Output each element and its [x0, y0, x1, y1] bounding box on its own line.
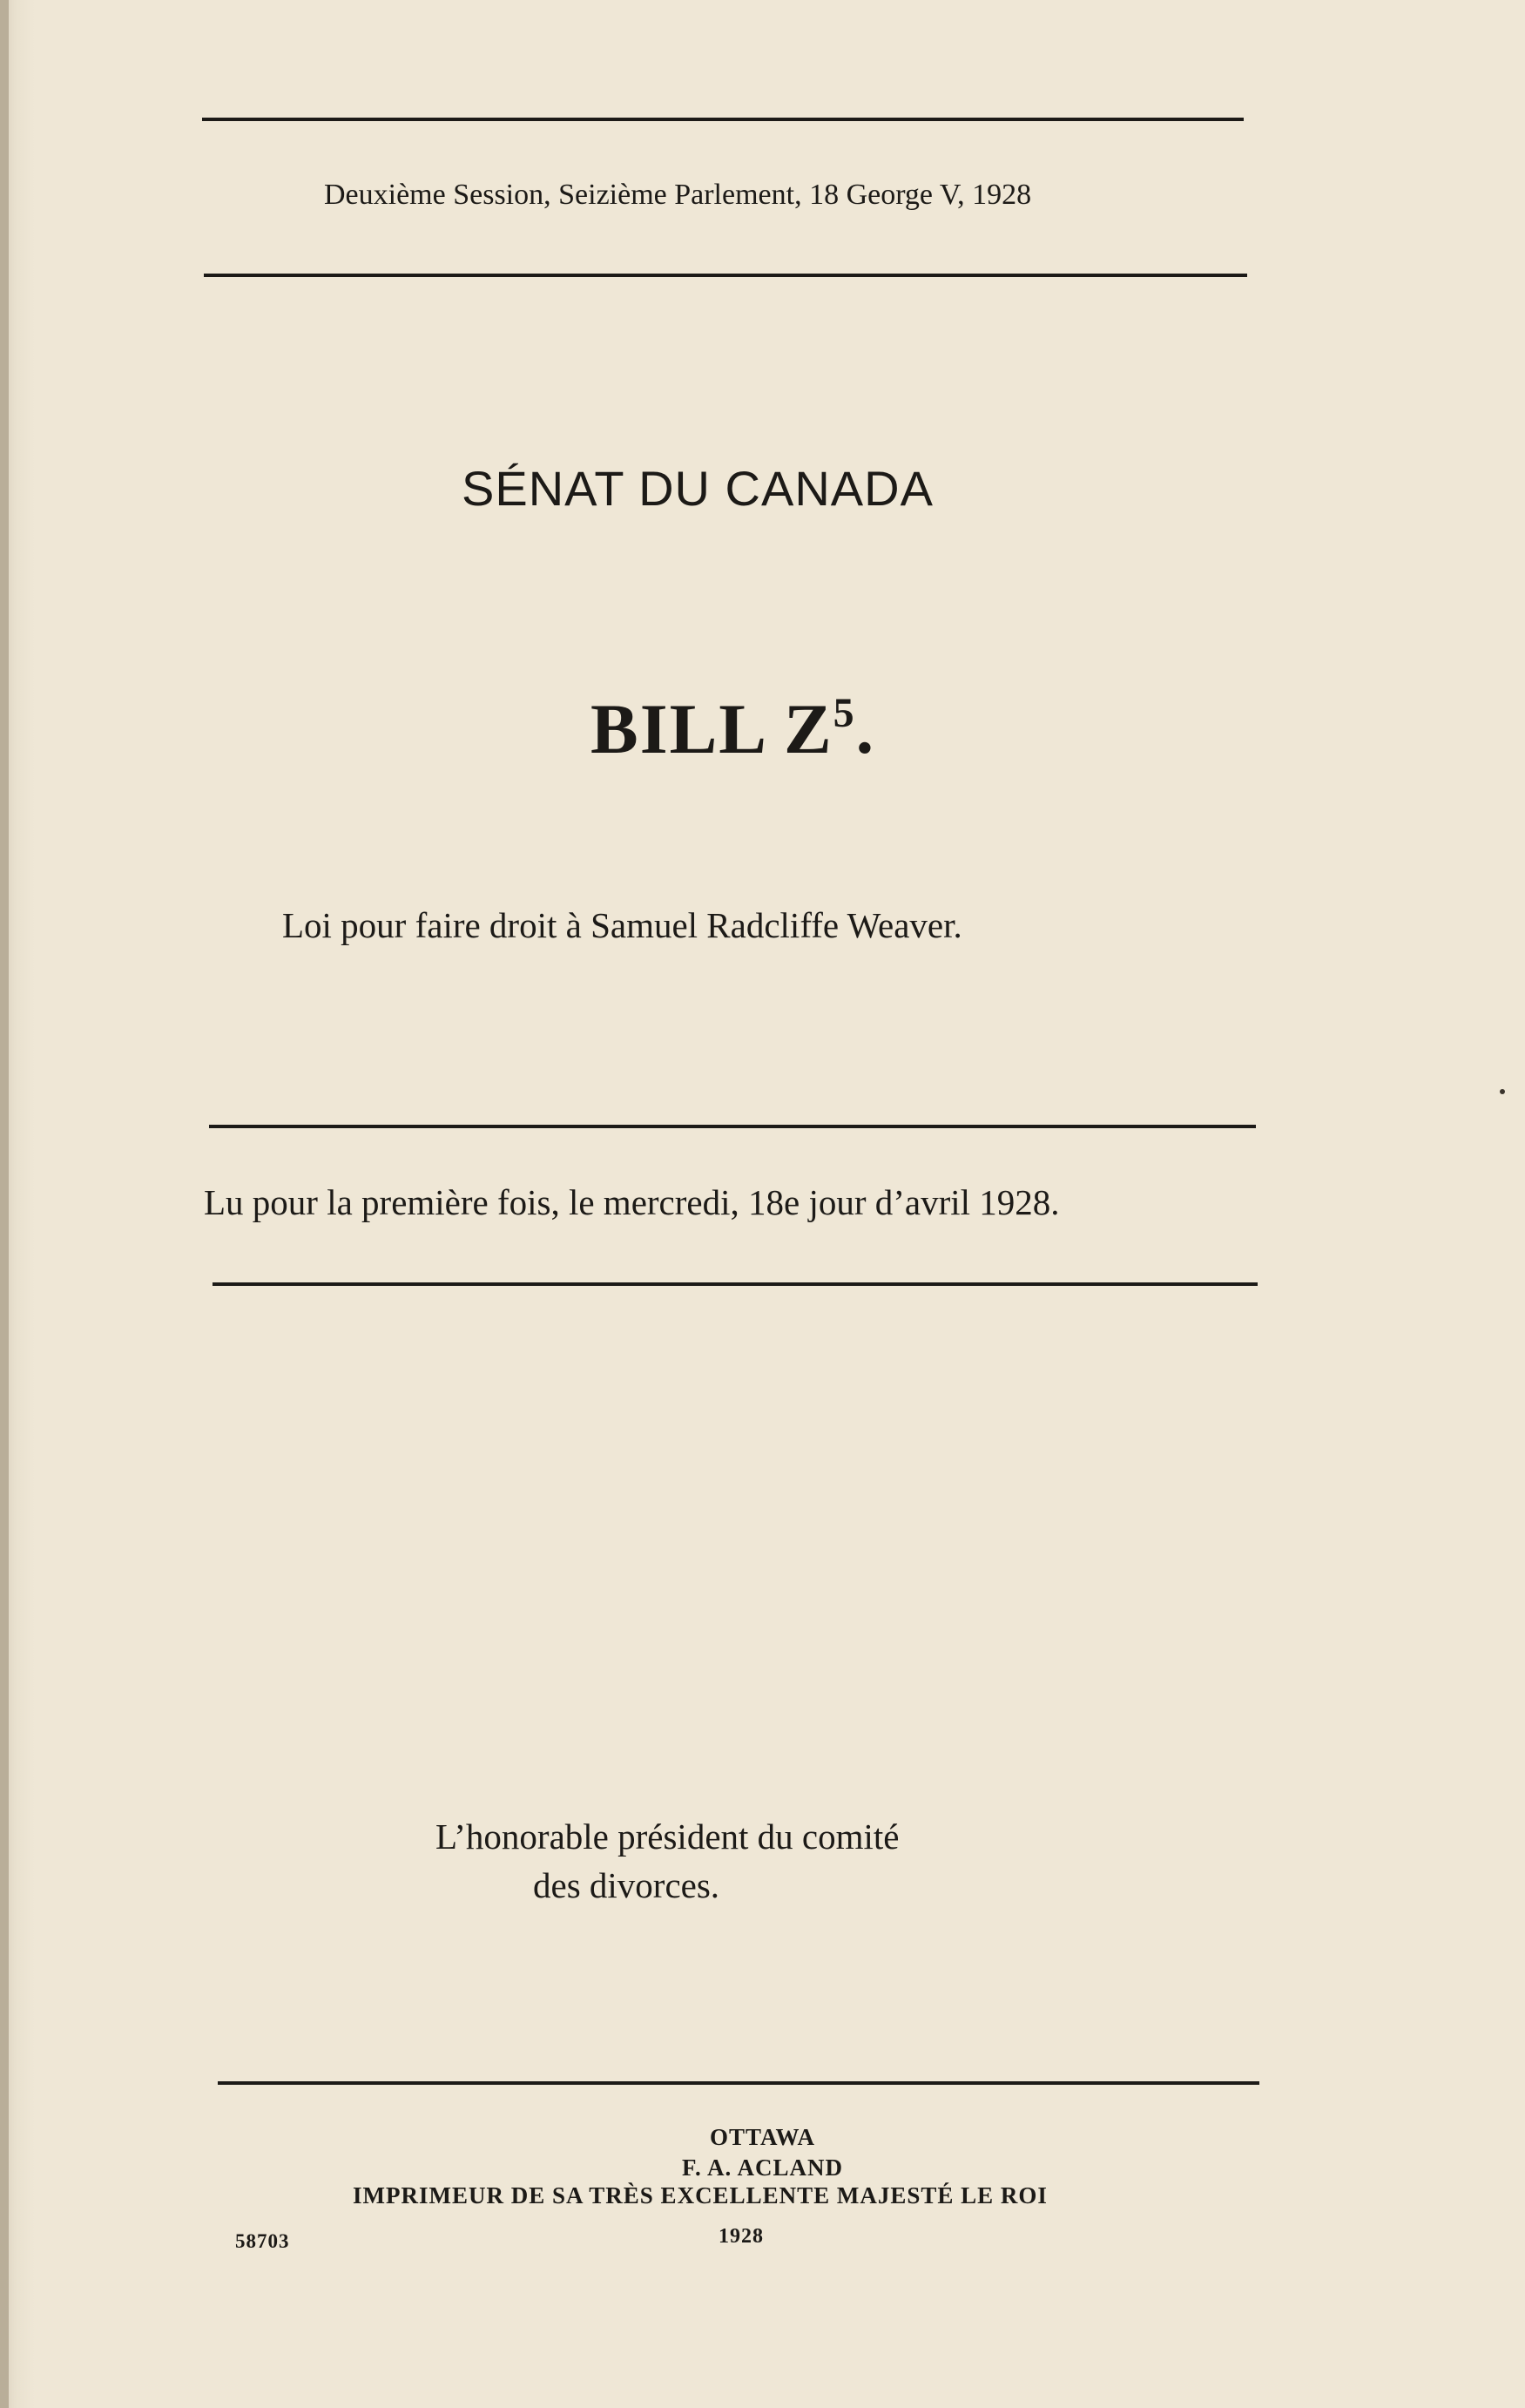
margin-speck [1500, 1089, 1505, 1094]
sponsor-block [435, 1812, 899, 1910]
header-bottom-rule [204, 274, 1247, 277]
bill-period: . [855, 689, 876, 768]
top-rule [202, 118, 1244, 121]
imprint-year: 1928 [719, 2225, 764, 2248]
imprint-city: OTTAWA [709, 2124, 816, 2150]
bill-number [590, 688, 875, 770]
imprint-office: IMPRIMEUR DE SA TRÈS EXCELLENTE MAJESTÉ LE ROI [353, 2182, 1048, 2208]
sponsor-line-1: L’honorable président du comité [435, 1816, 900, 1857]
book-spine-edge [0, 0, 9, 2408]
imprint-printer: F. A. ACLAND [681, 2154, 844, 2181]
imprint-top-rule [218, 2081, 1259, 2085]
bill-superscript: 5 [833, 690, 856, 736]
first-reading-line: Lu pour la première fois, le mercredi, 18e jour d’avril 1928. [204, 1182, 1060, 1222]
sponsor-line-2: des divorces. [533, 1865, 720, 1905]
bill-label: BILL Z [590, 689, 833, 768]
imprint-document-number: 58703 [235, 2230, 290, 2252]
bill-title: Loi pour faire droit à Samuel Radcliffe Weaver. [282, 905, 962, 945]
chamber-title: SÉNAT DU CANADA [462, 461, 934, 516]
reading-top-rule [209, 1125, 1256, 1128]
reading-bottom-rule [213, 1282, 1258, 1286]
session-line: Deuxième Session, Seizième Parlement, 18 George V, 1928 [324, 179, 1032, 211]
